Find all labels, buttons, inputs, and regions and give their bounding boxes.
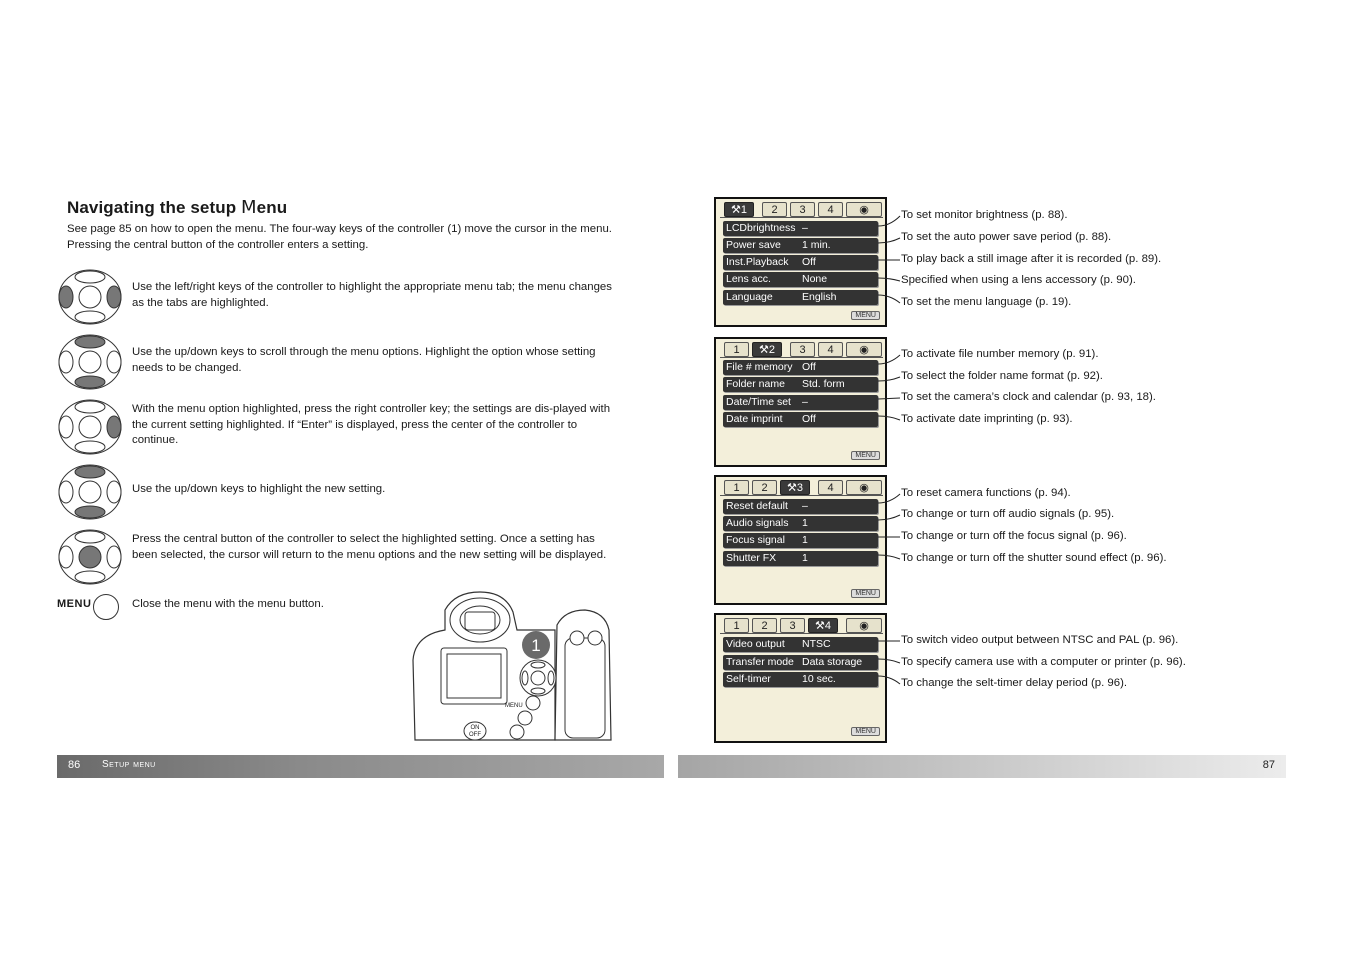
page-title-prefix: Navigating the setup [67,198,242,217]
tab-2-active[interactable]: ⚒2 [752,342,782,357]
tab-3[interactable]: 3 [780,618,805,633]
tab-camera-icon[interactable]: ◉ [846,480,882,495]
annotation: Specified when using a lens accessory (p. 90). [901,274,1136,286]
menu-row[interactable]: Lens acc. None [723,272,878,287]
intro-paragraph: See page 85 on how to open the menu. The four-way keys of the controller (1) move the cursor in the menu. Pressing the central button of the controller enters a setting. [67,223,612,251]
annotation: To change or turn off audio signals (p. 95). [901,508,1115,520]
right-footer-bar [678,755,1286,778]
step-3-text: With the menu option highlighted, press the right controller key; the settings are dis-played with the current setting highlighted. If “Enter” is displayed, press the center of the controller to continue. [132,403,611,446]
annotation: To set monitor brightness (p. 88). [901,209,1068,221]
step-1-text: Use the left/right keys of the controller to highlight the appropriate menu tab; the menu changes as the tabs are highlighted. [132,281,612,309]
annotation: To play back a still image after it is recorded (p. 89). [901,253,1162,265]
menu-row[interactable]: Date/Time set – [723,395,878,410]
tab-3[interactable]: 3 [790,342,815,357]
annotation: To activate file number memory (p. 91). [901,348,1099,360]
tab-4[interactable]: 4 [818,342,843,357]
step-2-text: Use the up/down keys to scroll through the menu options. Highlight the option whose setting needs to be changed. [132,346,596,374]
menu-row[interactable]: Transfer mode Data storage [723,655,878,670]
annotation: To change the selt-timer delay period (p. 96). [901,677,1128,689]
tab-camera-icon[interactable]: ◉ [846,342,882,357]
tab-2[interactable]: 2 [752,618,777,633]
tab-3-active[interactable]: ⚒3 [780,480,810,495]
menu-button-label: MENU [57,598,92,610]
tab-4[interactable]: 4 [818,202,843,217]
menu-row[interactable]: LCDbrightness – [723,221,878,236]
tab-1[interactable]: 1 [724,618,749,633]
menu-row[interactable]: Power save 1 min. [723,238,878,253]
menu-row[interactable]: Self-timer 10 sec. [723,672,878,687]
tab-2[interactable]: 2 [752,480,777,495]
menu-row[interactable]: Audio signals 1 [723,516,878,531]
annotation: To specify camera use with a computer or printer (p. 96). [901,656,1186,668]
tab-3[interactable]: 3 [790,202,815,217]
annotation: To change or turn off the shutter sound effect (p. 96). [901,552,1167,564]
menu-button[interactable]: MENU [851,589,880,598]
annotation: To activate date imprinting (p. 93). [901,413,1073,425]
menu-row[interactable]: Language English [723,290,878,305]
right-page-number: 87 [1262,759,1275,771]
left-page-number: 86 [68,759,81,771]
annotation: To set the menu language (p. 19). [901,296,1072,308]
step-5-text: Press the central button of the controller to select the highlighted setting. Once a setting has been selected, the cursor will return to the menu options and the new setting will be displayed. [132,533,607,561]
menu-row[interactable]: Date imprint Off [723,412,878,427]
page-title-rest: enu [256,198,288,217]
tab-1[interactable]: 1 [724,480,749,495]
menu-row[interactable]: Inst.Playback Off [723,255,878,270]
tab-2[interactable]: 2 [762,202,787,217]
menu-row[interactable]: Shutter FX 1 [723,551,878,566]
camera-menu-label: MENU [505,703,523,709]
menu-button[interactable]: MENU [851,727,880,736]
annotation: To change or turn off the focus signal (p. 96). [901,530,1127,542]
tab-camera-icon[interactable]: ◉ [846,202,882,217]
annotation: To select the folder name format (p. 92). [901,370,1103,382]
close-menu-text: Close the menu with the menu button. [132,598,324,610]
annotation: To reset camera functions (p. 94). [901,487,1071,499]
menu-row[interactable]: Reset default – [723,499,878,514]
camera-callout-number: 1 [531,636,541,655]
tab-4-active[interactable]: ⚒4 [808,618,838,633]
annotation: To set the auto power save period (p. 88). [901,231,1112,243]
tab-1[interactable]: 1 [724,342,749,357]
menu-button[interactable]: MENU [851,451,880,460]
menu-row[interactable]: Focus signal 1 [723,533,878,548]
camera-on-label: ON [470,725,480,731]
menu-row[interactable]: Video output NTSC [723,637,878,652]
tab-camera-icon[interactable]: ◉ [846,618,882,633]
tab-1-active[interactable]: ⚒1 [724,202,754,217]
camera-off-label: OFF [469,732,481,738]
page-title-m: M [241,197,257,218]
menu-row[interactable]: File # memory Off [723,360,878,375]
left-section-title: Setup menu [102,759,156,770]
annotation: To set the camera’s clock and calendar (p. 93, 18). [901,391,1156,403]
tab-4[interactable]: 4 [818,480,843,495]
step-4-text: Use the up/down keys to highlight the new setting. [132,483,386,495]
annotation: To switch video output between NTSC and PAL (p. 96). [901,634,1179,646]
menu-row[interactable]: Folder name Std. form [723,377,878,392]
menu-button[interactable]: MENU [851,311,880,320]
